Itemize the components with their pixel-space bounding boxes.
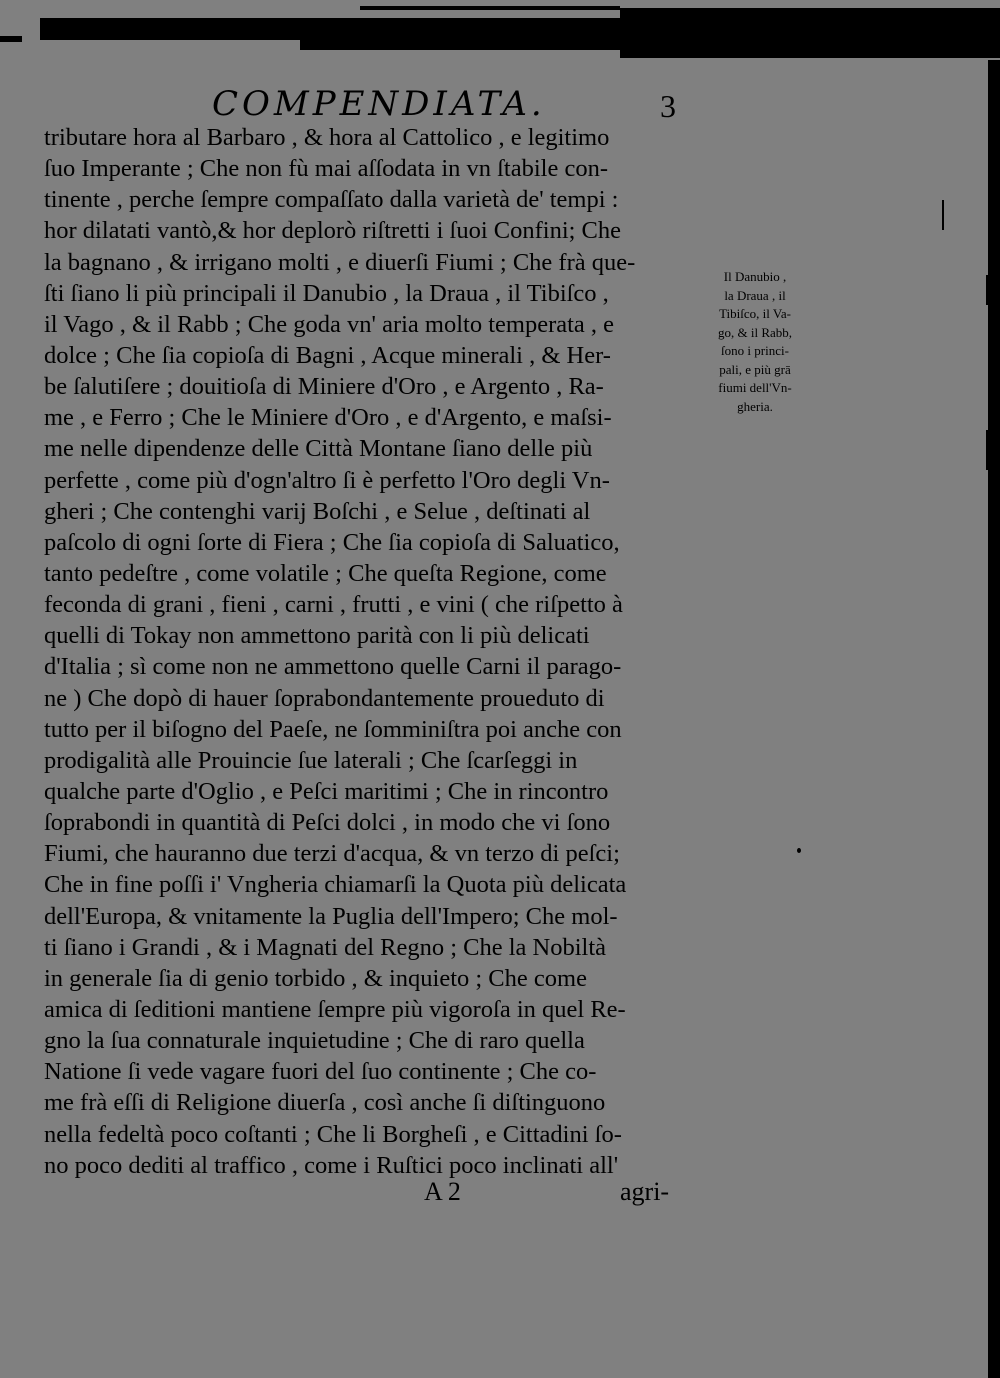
text-line: gheri ; Che contenghi varij Boſchi , e Selue , deſtinati al	[44, 497, 591, 525]
text-line: in generale ſia di genio torbido , & inquieto ; Che come	[44, 964, 587, 992]
margin-note	[705, 268, 805, 416]
margin-note-line: la Draua , il	[724, 287, 786, 303]
text-line: gno la ſua connaturale inquietudine ; Che di raro quella	[44, 1027, 585, 1055]
text-line: me nelle dipendenze delle Città Montane ſiano delle più	[44, 435, 593, 463]
text-line: il Vago , & il Rabb ; Che goda vn' aria molto temperata , e	[44, 310, 615, 338]
scan-edge-shadow	[40, 18, 1000, 40]
scan-edge-mark	[0, 36, 22, 42]
text-line: perfette , come più d'ogn'altro ſi è perfetto l'Oro degli Vn-	[44, 466, 610, 494]
text-line: quelli di Tokay non ammettono parità con li più delicati	[44, 622, 590, 650]
text-line: d'Italia ; sì come non ne ammettono quelle Carni il parago-	[44, 653, 622, 681]
page-footer	[0, 1172, 700, 1212]
text-line: tutto per il biſogno del Paeſe, ne ſomminiſtra poi anche con	[44, 715, 622, 743]
running-head	[0, 82, 700, 126]
text-line: amica di ſeditioni mantiene ſempre più vigoroſa in quel Re-	[44, 995, 626, 1023]
text-line: Che in fine poſſi i' Vngheria chiamarſi la Quota più delicata	[44, 871, 627, 899]
scan-edge-shadow	[360, 6, 620, 10]
margin-note-line: Il Danubio ,	[723, 269, 787, 284]
text-line: ti ſiano i Grandi , & i Magnati del Regno ; Che la Nobiltà	[44, 933, 607, 961]
text-line: ſti ſiano li più principali il Danubio , la Draua , il Tibiſco ,	[44, 279, 609, 307]
body-text	[44, 122, 700, 1181]
text-line: dolce ; Che ſia copioſa di Bagni , Acque minerali , & Her-	[44, 341, 611, 369]
text-line: dell'Europa, & vnitamente la Puglia dell'Impero; Che mol-	[44, 902, 618, 930]
text-line: paſcolo di ogni ſorte di Fiera ; Che ſia copioſa di Saluatico,	[44, 528, 620, 556]
text-line: qualche parte d'Oglio , e Peſci maritimi ; Che in rincontro	[44, 777, 609, 805]
margin-note-line: gheria.	[737, 398, 773, 414]
text-line: tanto pedeſtre , come volatile ; Che queſta Regione, come	[44, 559, 607, 587]
text-line: me , e Ferro ; Che le Miniere d'Oro , e d'Argento, e maſsi-	[44, 404, 612, 432]
text-line: ſuo Imperante ; Che non fù mai aſſodata in vn ſtabile con-	[44, 155, 609, 183]
text-line: prodigalità alle Prouincie ſue laterali ; Che ſcarſeggi in	[44, 746, 578, 774]
scan-edge-shadow	[988, 60, 1000, 1378]
catchword: agri-	[620, 1177, 670, 1206]
running-title: COMPENDIATA.	[212, 84, 546, 124]
margin-note-line: ſono i princi-	[721, 343, 789, 358]
text-line: Natione ſi vede vagare fuori del ſuo continente ; Che co-	[44, 1058, 597, 1086]
ink-speck	[986, 430, 988, 470]
margin-note-line: Tibiſco, il Va-	[719, 306, 791, 321]
text-line: la bagnano , & irrigano molti , e diuerſi Fiumi ; Che frà que-	[44, 248, 636, 276]
signature-mark: A 2	[424, 1177, 461, 1206]
text-line: be ſalutiſere ; douitioſa di Miniere d'Oro , e Argento , Ra-	[44, 373, 604, 401]
ink-speck	[942, 200, 944, 230]
text-line: ne ) Che dopò di hauer ſoprabondantemente proueduto di	[44, 684, 605, 712]
scan-edge-shadow	[300, 40, 740, 50]
margin-note-line: fiumi dell'Vn-	[718, 380, 792, 395]
text-line: tinente , perche ſempre compaſſato dalla varietà de' tempi :	[44, 186, 619, 214]
text-line: me frà eſſi di Religione diuerſa , così anche ſi diſtinguono	[44, 1089, 606, 1117]
ink-speck	[797, 848, 801, 853]
text-line: hor dilatati vantò,& hor deplorò riſtretti i ſuoi Confini; Che	[44, 217, 622, 245]
text-line: ſoprabondi in quantità di Peſci dolci , in modo che vi ſono	[44, 809, 611, 837]
text-line: nella fedeltà poco coſtanti ; Che li Borgheſi , e Cittadini ſo-	[44, 1120, 622, 1148]
text-line: tributare hora al Barbaro , & hora al Cattolico , e legitimo	[44, 124, 610, 151]
margin-note-line: go, & il Rabb,	[717, 324, 793, 340]
page-number: 3	[660, 88, 676, 124]
text-line: feconda di grani , fieni , carni , frutti , e vini ( che riſpetto à	[44, 591, 623, 619]
ink-speck	[986, 275, 988, 305]
margin-note-line: pali, e più grā	[719, 361, 791, 377]
text-line: Fiumi, che hauranno due terzi d'acqua, & vn terzo di peſci;	[44, 840, 620, 868]
text-line: no poco dediti al traffico , come i Ruſtici poco inclinati all'	[44, 1151, 619, 1179]
